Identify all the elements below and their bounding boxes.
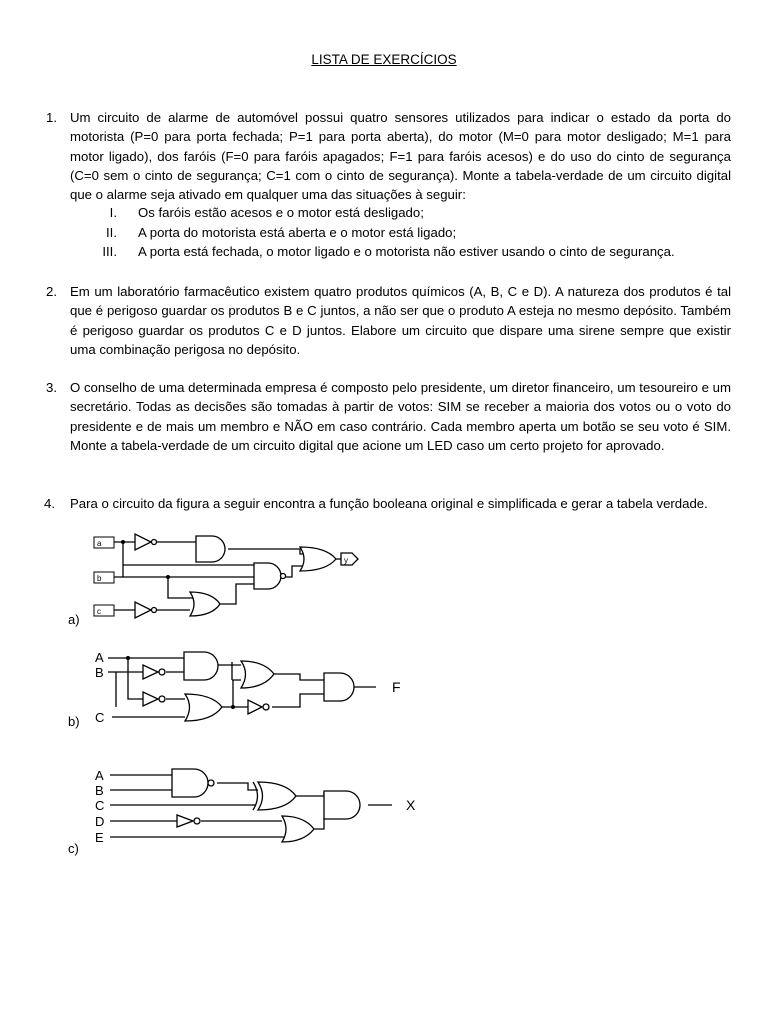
circuit-a-input-c-label: c <box>97 607 101 616</box>
circuit-c-label: c) <box>68 841 79 856</box>
item-text: A porta está fechada, o motor ligado e o motorista não estiver usando o cinto de segurança. <box>138 244 675 259</box>
item-numeral: I. <box>109 205 117 220</box>
item-text: Os faróis estão acesos e o motor está desligado; <box>138 205 424 220</box>
circuit-a-label: a) <box>68 612 80 627</box>
circuit-b-input-c-label: C <box>95 710 105 725</box>
circuit-c-input-c-label: C <box>95 798 105 813</box>
exercise-text: Em um laboratório farmacêutico existem quatro produtos químicos (A, B, C e D). A natureza dos produtos é tal que é perigoso guardar os produtos B e C juntos, a não ser que o produto A esteja no mesmo depósito. Também é perigoso guardar os produtos C e D juntos. Elabore um circuito que dispare uma sirene sempre que existir uma combinação perigosa no depósito. <box>70 284 731 357</box>
circuit-a-input-a-label: a <box>97 539 102 548</box>
circuit-b-input-b-label: B <box>95 665 104 680</box>
item-numeral: III. <box>102 244 117 259</box>
circuit-a-input-b-label: b <box>97 574 102 583</box>
xor-gate-icon <box>258 782 296 810</box>
circuit-b-label: b) <box>68 714 80 729</box>
exercise-text: Um circuito de alarme de automóvel possui quatro sensores utilizados para indicar o estado da porta do motorista (P=0 para porta fechada; P=1 para porta aberta), do motor (M=0 para motor desligado; M=1 para motor ligado), dos faróis (F=0 para faróis apagados; F=1 para faróis acesos) e do uso do cinto de segurança (C=0 sem o cinto de segurança; C=1 com o cinto de segurança). Monte a tabela-verdade de um circuito digital que o alarme seja ativado em qualquer uma das situações à seguir: <box>70 110 731 203</box>
circuit-b-output-label: F <box>392 679 401 695</box>
item-numeral: II. <box>106 225 117 240</box>
page-title: LISTA DE EXERCÍCIOS <box>311 52 457 67</box>
circuit-c-input-a-label: A <box>95 768 104 783</box>
not-gate-icon <box>177 815 193 827</box>
exercise-text: Para o circuito da figura a seguir encontra a função booleana original e simplificada e gerar a tabela verdade. <box>70 496 708 511</box>
circuit-c-input-d-label: D <box>95 814 105 829</box>
exercise-number: 1. <box>46 110 57 125</box>
exercise-number: 4. <box>44 496 55 511</box>
item-text: A porta do motorista está aberta e o motor está ligado; <box>138 225 457 240</box>
circuit-b-input-a-label: A <box>95 650 104 665</box>
exercise-text: O conselho de uma determinada empresa é composto pelo presidente, um diretor financeiro, um tesoureiro e um secretário. Todas as decisões são tomadas à partir de votos: SIM se receber a maioria dos votos ou o voto do presidente e de mais um membro e NÃO em caso contrário. Cada membro aperta um botão se seu voto é SIM. Monte a tabela-verdade de um circuito digital que acione um LED caso um certo projeto for aprovado. <box>70 380 731 453</box>
circuit-c-input-e-label: E <box>95 830 104 845</box>
and-gate-icon <box>324 791 360 819</box>
nand-gate-icon <box>172 769 208 797</box>
circuit-a-output-label: y <box>344 556 348 565</box>
exercise-number: 2. <box>46 284 57 299</box>
circuit-c-input-b-label: B <box>95 783 104 798</box>
or-gate-icon <box>282 816 314 842</box>
circuit-c-output-label: X <box>406 797 416 813</box>
exercise-number: 3. <box>46 380 57 395</box>
